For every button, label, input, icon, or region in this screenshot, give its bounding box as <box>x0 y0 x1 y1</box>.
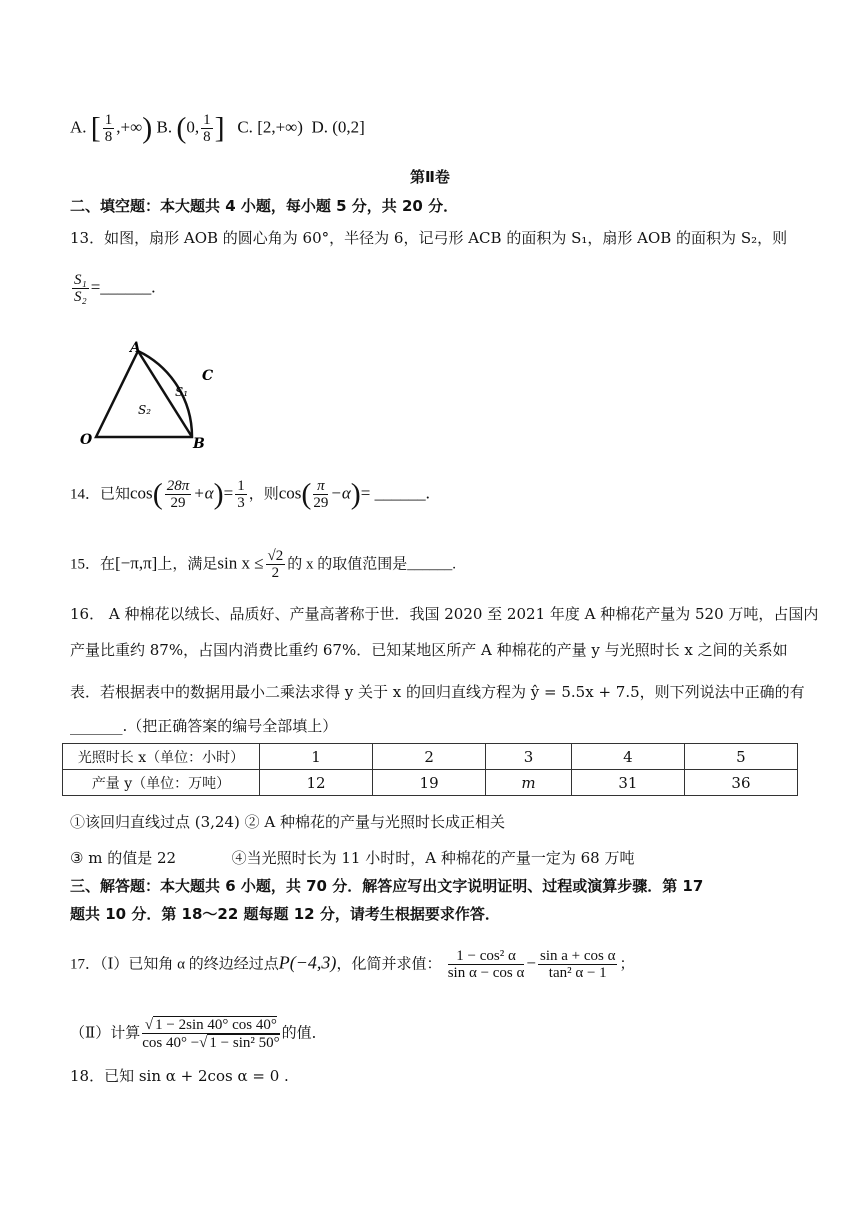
table-cell: 5 <box>684 744 797 770</box>
label-o: O <box>80 432 93 448</box>
q13-text: 13．如图，扇形 AOB 的圆心角为 60°，半径为 6，记弓形 ACB 的面积为 S₁，扇形 AOB 的面积为 S₂，则 <box>70 229 788 247</box>
q14-arg2-numerator: π <box>313 478 328 495</box>
table-cell: m <box>486 770 572 796</box>
table-row <box>63 744 798 770</box>
q16-line-4: _______.（把正确答案的编号全部填上） <box>70 717 338 735</box>
q16-options-line-1: ①该回归直线过点 (3,24) ② A 种棉花的产量与光照时长成正相关 <box>70 813 506 831</box>
q14-mid: ，则 <box>248 486 279 503</box>
option-a-label: A. <box>70 117 87 137</box>
q16-options-line-2 <box>70 848 634 868</box>
label-s2: S₂ <box>138 403 152 417</box>
label-c: C <box>202 368 214 384</box>
q14-equals: = <box>223 483 234 503</box>
q18-text: 18．已知 sin α + 2cos α = 0 . <box>70 1067 289 1085</box>
q17-f3-denominator-radicand: 1 − sin² 50° <box>209 1035 280 1051</box>
q15-prefix: 15．在 <box>70 556 116 573</box>
q14: 14．已知cos( $\frac{28\pi}{29}$ +α)= $\frac{1}{3}$ ，则cos( $\frac{\pi}{29}$ −α)= ______. <box>70 477 430 511</box>
ratio-numerator: S₁ <box>74 272 87 288</box>
table-cell: 31 <box>571 770 684 796</box>
q15-mid: 上，满足 <box>157 556 218 573</box>
q16-line-3: 表．若根据表中的数据用最小二乘法求得 y 关于 x 的回归直线方程为 ŷ = 5.5x + 7.5，则下列说法中正确的有 <box>70 683 805 701</box>
table-row <box>63 770 798 796</box>
q17-f1-numerator: 1 − cos² α <box>448 948 525 965</box>
q17-part1-tail: ； <box>619 956 635 973</box>
table-cell: 4 <box>571 744 684 770</box>
q17-part-2 <box>70 1016 327 1051</box>
q17-f3-numerator: √ 1 − 2sin 40° cos 40° <box>142 1016 279 1034</box>
q12-options: A. [ $\frac{1}{8}$ ,+∞) B. (0, $\frac{1}{8}$ ] C. [2,+∞) D. (0,2] <box>70 111 365 145</box>
option-b-label: B. <box>156 117 173 137</box>
table-cell: 12 <box>260 770 373 796</box>
q17-part-1 <box>70 948 634 981</box>
table-cell: 1 <box>260 744 373 770</box>
sector-figure <box>78 338 238 448</box>
q17-mid: ，化简并求值： <box>336 956 442 973</box>
q17-f1-denominator: sin α − cos α <box>447 965 525 981</box>
q17-minus: − <box>526 953 536 973</box>
q17-prefix: 17．（Ⅰ）已知角 α 的终边经过点 <box>70 956 279 973</box>
option-c-label: C. <box>237 117 253 137</box>
q14-arg1-tail: +α <box>193 483 214 503</box>
table-header-x: 光照时长 x（单位：小时） <box>63 744 260 770</box>
label-s1: S₁ <box>175 385 189 399</box>
option-b-denominator: 8 <box>203 129 211 145</box>
option-c-value: [2,+∞) <box>257 117 303 137</box>
option-a-numerator: 1 <box>104 112 113 128</box>
q14-arg2-tail: −α <box>330 483 351 503</box>
option-d-label: D. <box>311 117 328 137</box>
option-a-denominator: 8 <box>104 129 113 145</box>
q16-line-2: 产量比重约 87%，占国内消费比重约 67%．已知某地区所产 A 种棉花的产量 y 与光照时长 x 之间的关系如 <box>70 641 788 659</box>
option-b-head: 0, <box>186 117 200 137</box>
q14-arg2-denominator: 29 <box>313 495 329 511</box>
ratio-answer-blank: =______. <box>90 277 156 297</box>
q14-value-denominator: 3 <box>237 495 245 511</box>
label-b: B <box>193 436 205 448</box>
answer-heading-1: 三、解答题：本大题共 6 小题，共 70 分．解答应写出文字说明证明、过程或演算步骤．第 17 <box>70 877 704 895</box>
q15-interval: [−π,π] <box>115 553 158 573</box>
q17-point: P(−4,3) <box>278 952 337 973</box>
q14-cos-2: cos <box>278 483 302 503</box>
section-title: 第Ⅱ卷 <box>410 168 450 186</box>
q17-part2-prefix: （Ⅱ）计算 <box>70 1025 141 1042</box>
q14-cos-1: cos <box>130 483 153 503</box>
q16-option-4: ④当光照时长为 11 小时时，A 种棉花的产量一定为 68 万吨 <box>231 849 635 867</box>
q17-f2-numerator: sin a + cos α <box>539 948 616 964</box>
q17-f3-numerator-radicand: 1 − 2sin 40° cos 40° <box>155 1017 277 1033</box>
table-header-y: 产量 y（单位：万吨） <box>63 770 260 796</box>
data-table <box>62 743 798 796</box>
q13-ratio <box>70 272 156 305</box>
answer-heading-2: 题共 10 分．第 18～22 题每题 12 分，请考生根据要求作答． <box>70 905 500 923</box>
table-cell: 3 <box>486 744 572 770</box>
q17-f3-denominator-a: cos 40° − <box>142 1035 200 1051</box>
table-cell: 36 <box>684 770 797 796</box>
fill-in-heading: 二、填空题：本大题共 4 小题，每小题 5 分，共 20 分． <box>70 197 459 215</box>
q14-arg1-numerator: 28π <box>166 478 190 494</box>
q16-line-1: 16． A 种棉花以绒长、品质好、产量高著称于世．我国 2020 至 2021 年度 A 种棉花产量为 520 万吨，占国内 <box>70 605 819 623</box>
q15 <box>70 548 456 581</box>
q15-tail: 的 x 的取值范围是______. <box>287 556 457 573</box>
q15-numerator: √2 <box>267 548 284 564</box>
option-a-tail: ,+∞ <box>116 117 143 137</box>
label-a: A <box>130 340 141 356</box>
q14-value-numerator: 1 <box>237 478 245 494</box>
q15-denominator: 2 <box>271 565 280 581</box>
q14-answer-blank: = ______. <box>360 483 430 503</box>
option-d-value: (0,2] <box>332 117 365 137</box>
table-cell: 2 <box>373 744 486 770</box>
q17-f2-denominator: tan² α − 1 <box>548 965 607 981</box>
option-b-numerator: 1 <box>203 112 211 128</box>
table-cell: 19 <box>373 770 486 796</box>
q14-prefix: 14．已知 <box>70 486 131 503</box>
q16-option-3: ③ m 的值是 22 <box>70 849 177 867</box>
q17-part2-tail: 的值． <box>281 1025 327 1042</box>
q17-f3-denominator: cos 40° −√ 1 − sin² 50° <box>142 1035 280 1051</box>
ratio-denominator: S₂ <box>74 289 87 305</box>
q14-arg1-denominator: 29 <box>170 495 186 511</box>
q15-inequality: sin x ≤ <box>217 553 264 573</box>
